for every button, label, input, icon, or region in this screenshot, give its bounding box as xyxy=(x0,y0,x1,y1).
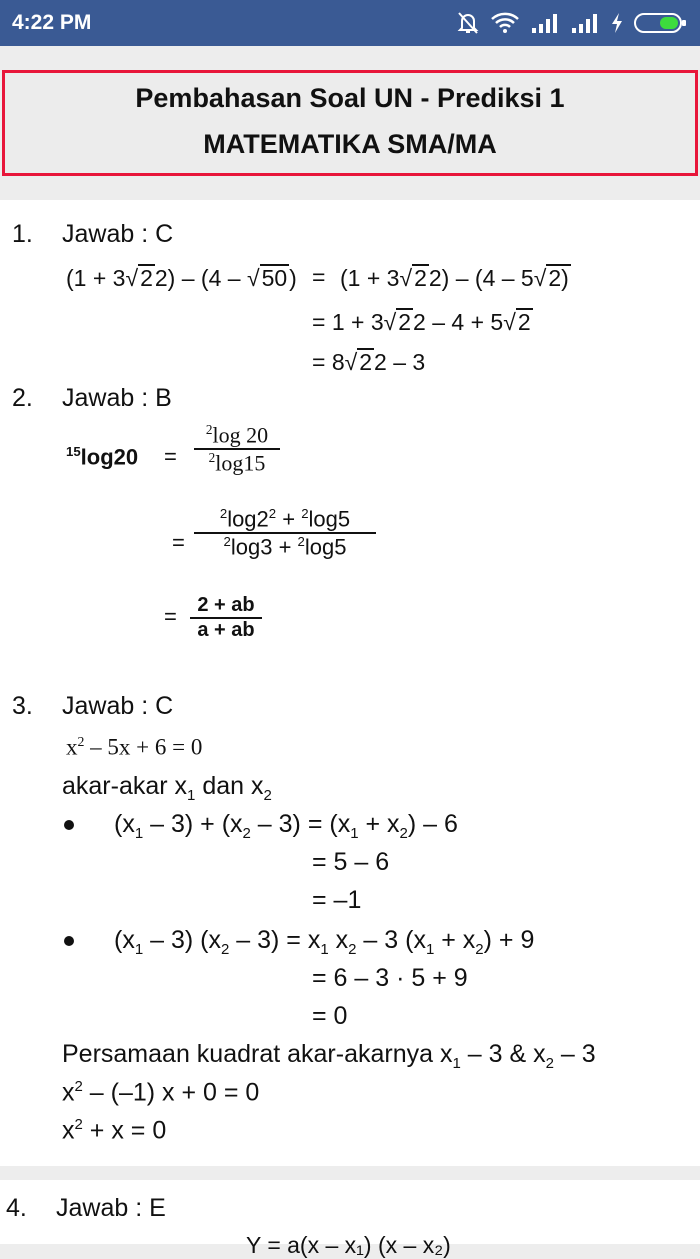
bullet xyxy=(64,936,74,946)
q2-fraction-2: $^2\log 2^2 + ^2\log 5$ $^2$log3 + $^2$log5 xyxy=(194,506,376,561)
q1-step-3: = 8√22 – 3 xyxy=(312,349,426,375)
q3-sum-step-2: = 5 – 6 xyxy=(312,848,390,876)
q2-fraction-1: $^2$log 20 $^2$log15 xyxy=(194,422,280,477)
q2-lhs: $^{15}$log20 xyxy=(66,444,139,470)
answer-label: Jawab : C xyxy=(62,220,174,248)
question-number: 3. xyxy=(12,692,33,720)
q1-step-1-right: (1 + 3√22) – (4 – 5√2) xyxy=(340,265,569,291)
status-bar xyxy=(0,0,700,46)
q3-final-step-1: $x^2 - (-1) x + 0 = 0$ xyxy=(62,1078,260,1107)
q3-product-step-1: $(x_1 - 3)$ $(x_2 - 3) = x_1$ $x_2 - 3$ $(x_1 + x_2) + 9$ xyxy=(114,926,535,958)
wifi-icon xyxy=(490,11,520,35)
answer-label: Jawab : C xyxy=(62,692,174,720)
question-number: 1. xyxy=(12,220,33,248)
q3-product-step-3: = 0 xyxy=(312,1002,348,1030)
q2-equals: = xyxy=(164,444,177,469)
q4-partial-equation: Y = a(x – x₁) (x – x₂) xyxy=(246,1232,451,1258)
page-title: Pembahasan Soal UN - Prediksi 1 xyxy=(135,83,565,113)
signal-icon xyxy=(570,12,600,34)
q2-equals: = xyxy=(164,604,177,629)
solutions-content xyxy=(0,200,700,1166)
q3-sum-step-3: = –1 xyxy=(312,886,362,914)
mute-icon xyxy=(456,10,480,36)
q3-roots: akar-akar $x_1$ dan $x_2$ xyxy=(62,772,272,804)
q1-step-1-left: (1 + 3√22) – (4 – √50) xyxy=(66,265,297,291)
charging-icon xyxy=(610,12,624,34)
signal-icon xyxy=(530,12,560,34)
q3-final-step-2: $x^2 + x = 0$ xyxy=(62,1116,167,1145)
q3-sum-step-1: $(x_1 - 3) + (x_2 - 3) = (x_1 + x_2) - 6$ xyxy=(114,810,458,842)
q2-equals: = xyxy=(172,530,185,555)
question-number: 2. xyxy=(12,384,33,412)
q3-equation: $x^2 - 5x + 6 = 0$ xyxy=(66,734,203,760)
title-banner xyxy=(2,70,698,176)
answer-label: Jawab : B xyxy=(62,384,172,412)
q1-equals: = xyxy=(312,264,326,290)
status-time: 4:22 PM xyxy=(12,11,92,34)
answer-label: Jawab : E xyxy=(56,1194,166,1222)
status-icons xyxy=(456,8,688,38)
q2-fraction-3: 2 + ab a + ab xyxy=(190,594,262,642)
solutions-content-next xyxy=(0,1180,700,1258)
battery-icon xyxy=(634,12,688,34)
page-subtitle: MATEMATIKA SMA/MA xyxy=(203,129,497,159)
q3-product-step-2: = 6 – 3 · 5 + 9 xyxy=(312,964,468,992)
bullet xyxy=(64,820,74,830)
question-number: 4. xyxy=(6,1194,27,1222)
q1-step-2: = 1 + 3√22 – 4 + 5√2 xyxy=(312,309,531,335)
q3-new-equation-text: Persamaan kuadrat akar-akarnya $x_1 - 3$ & $x_2 - 3$ xyxy=(62,1040,596,1072)
